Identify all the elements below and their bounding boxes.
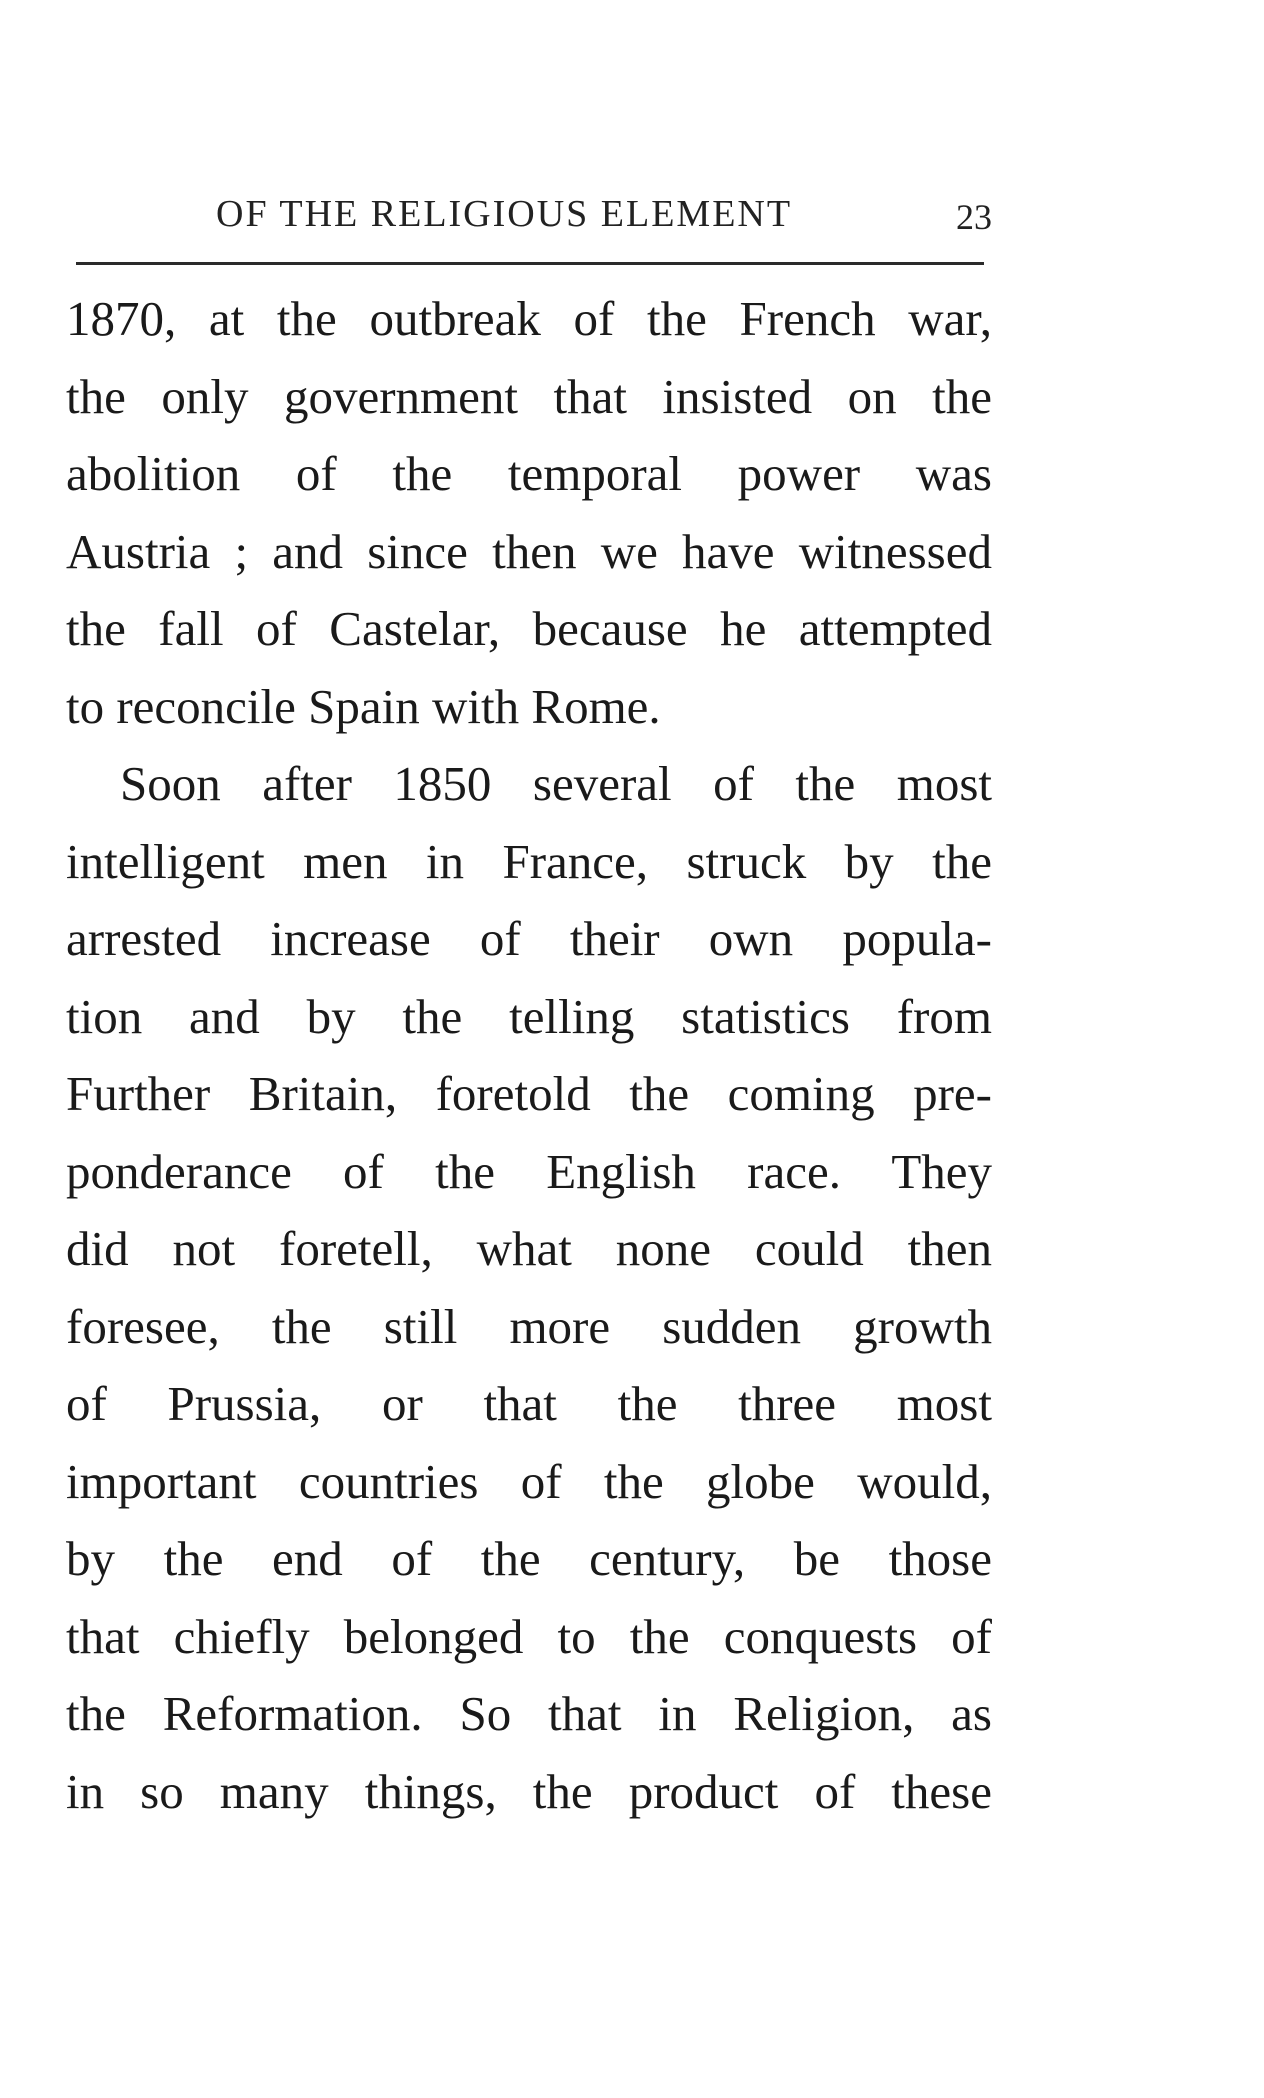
text-line: intelligent men in France, struck by the: [66, 833, 992, 889]
text-line: in so many things, the product of these: [66, 1763, 992, 1819]
text-line: of Prussia, or that the three most: [66, 1376, 992, 1431]
running-title: OF THE RELIGIOUS ELEMENT: [216, 193, 793, 235]
text-line: Soon after 1850 several of the most: [120, 756, 992, 811]
paragraph: [66, 745, 992, 1830]
text-line: that chiefly belonged to the conquests of: [66, 1608, 992, 1664]
text-line: the only government that insisted on the: [66, 368, 992, 424]
text-line: 1870, at the outbreak of the French war,: [66, 291, 992, 346]
header-rule: [76, 262, 984, 265]
text-line: foresee, the still more sudden growth: [66, 1298, 992, 1354]
paragraph: [66, 280, 992, 745]
text-line: arrested increase of their own popula-: [66, 911, 992, 966]
text-line: to reconcile Spain with Rome.: [66, 678, 661, 734]
text-line: ponderance of the English race. They: [66, 1143, 992, 1199]
text-line: Further Britain, foretold the coming pre-: [66, 1066, 992, 1121]
text-line: did not foretell, what none could then: [66, 1221, 992, 1276]
page-number: 23: [956, 197, 992, 237]
running-head: [76, 192, 992, 252]
body-text: [66, 280, 992, 1830]
text-line: abolition of the temporal power was: [66, 446, 992, 501]
text-line: Austria ; and since then we have witnessed: [66, 523, 992, 579]
text-line: tion and by the telling statistics from: [66, 988, 992, 1044]
text-line: the Reformation. So that in Religion, as: [66, 1686, 992, 1741]
text-line: by the end of the century, be those: [66, 1531, 992, 1586]
text-line: important countries of the globe would,: [66, 1453, 992, 1509]
text-line: the fall of Castelar, because he attempted: [66, 601, 992, 656]
